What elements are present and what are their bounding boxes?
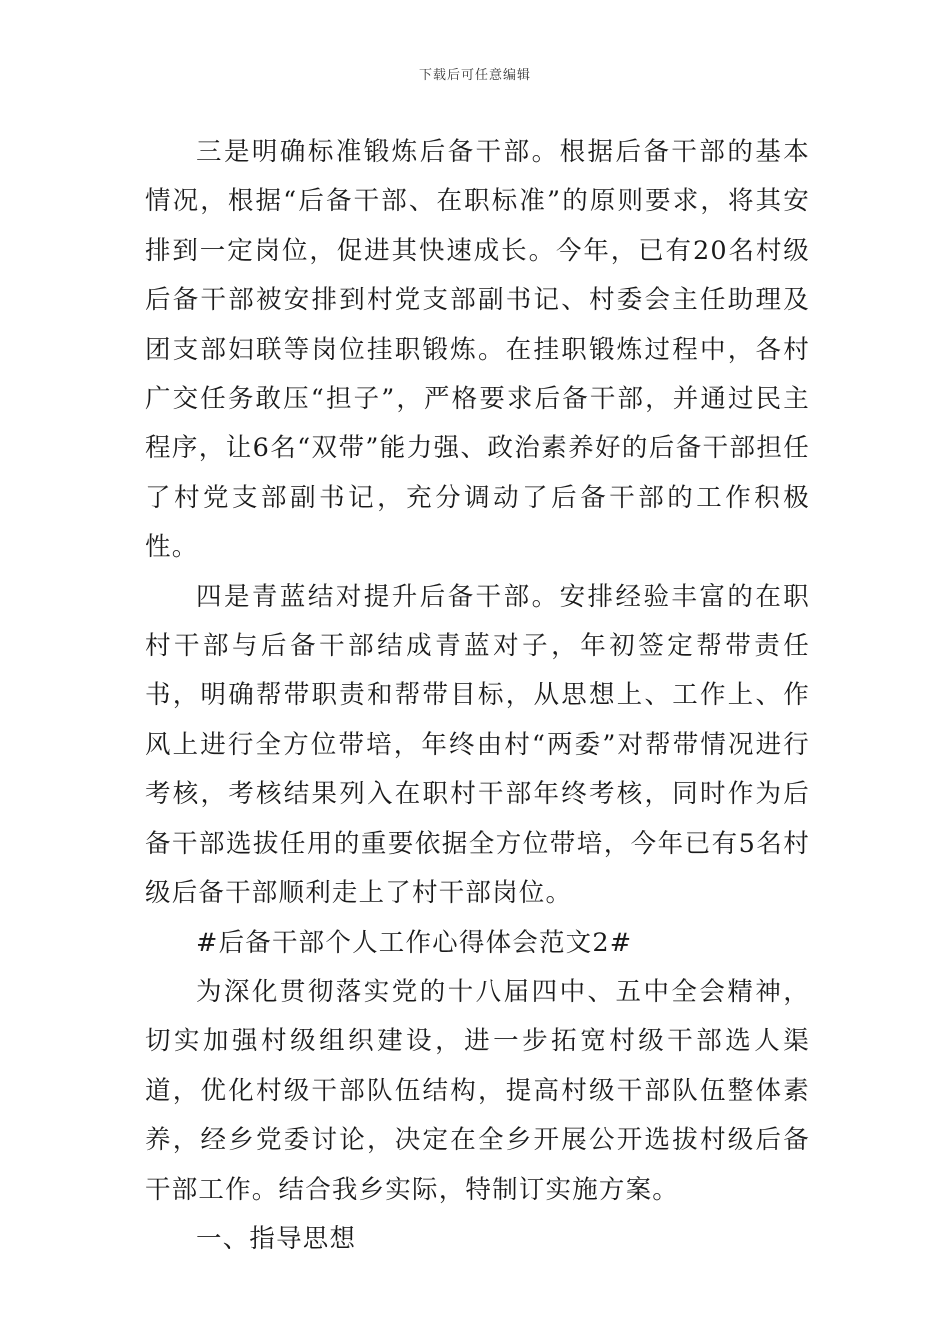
paragraph-standard-training: 三是明确标准锻炼后备干部。根据后备干部的基本情况，根据“后备干部、在职标准”的原则要求，将其安排到一定岗位，促进其快速成长。今年，已有20名村级后备干部被安排到村党支部副书记、村委会主任助理及团支部妇联等岗位挂职锻炼。在挂职锻炼过程中，各村广交任务敢压“担子”，严格要求后备干部，并通过民主程序，让6名“双带”能力强、政治素养好的后备干部担任了村党支部副书记，充分调动了后备干部的工作积极性。 (145, 137, 810, 563)
paragraph-mentoring: 四是青蓝结对提升后备干部。安排经验丰富的在职村干部与后备干部结成青蓝对子，年初签定帮带责任书，明确帮带职责和帮带目标，从思想上、工作上、作风上进行全方位带培，年终由村“两委”对帮带情况进行考核，考核结果列入在职村干部年终考核，同时作为后备干部选拔任用的重要依据全方位带培，今年已有5名村级后备干部顺利走上了村干部岗位。 (145, 581, 810, 909)
section-heading-guiding-thought: 一、指导思想 (196, 1223, 357, 1254)
page-header: 下载后可任意编辑 (418, 68, 531, 83)
paragraph-introduction: 为深化贯彻落实党的十八届四中、五中全会精神，切实加强村级组织建设，进一步拓宽村级干部选人渠道，优化村级干部队伍结构，提高村级干部队伍整体素养，经乡党委讨论，决定在全乡开展公开选拔村级后备干部工作。结合我乡实际，特制订实施方案。 (145, 976, 810, 1205)
section-heading-sample-2: #后备干部个人工作心得体会范文2# (196, 927, 633, 958)
document-body (145, 128, 810, 1264)
